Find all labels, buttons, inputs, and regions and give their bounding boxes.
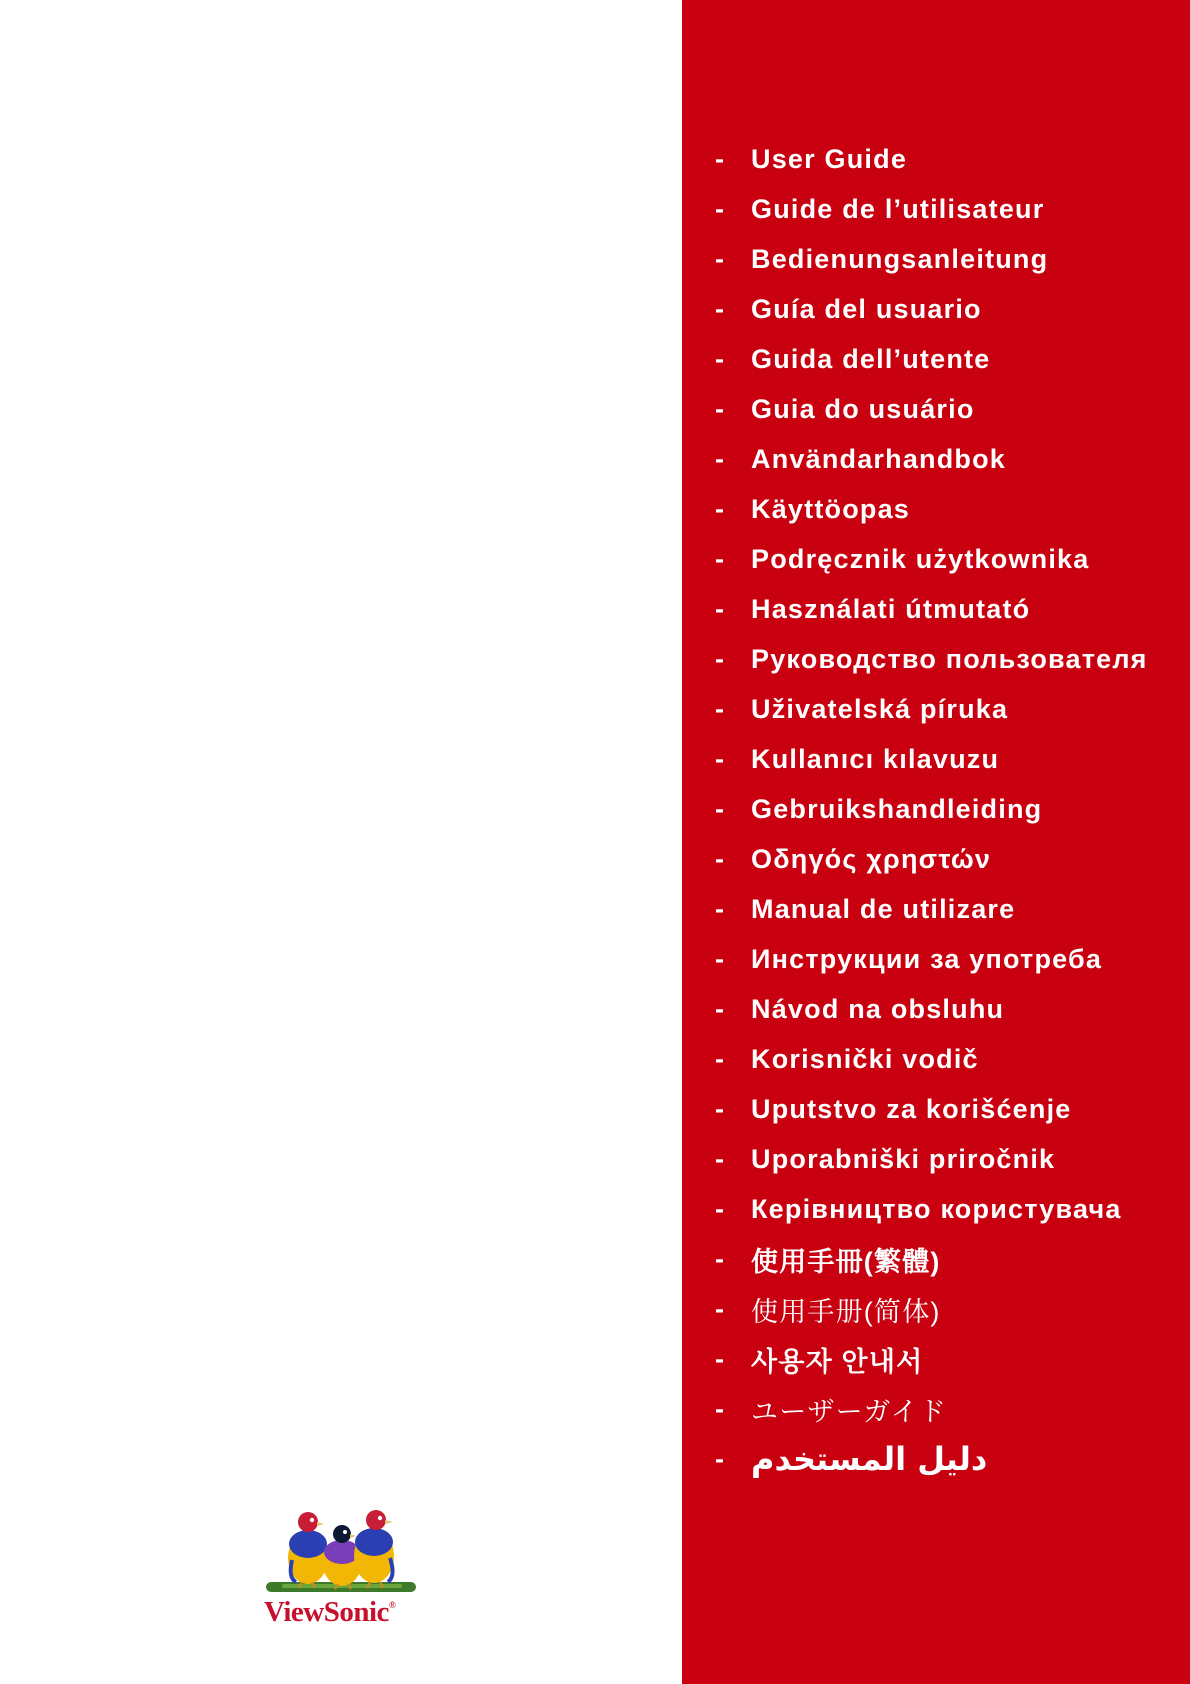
lang-item-turkish: - Kullanıcı kılavuzu xyxy=(715,743,1000,774)
bullet-dash: - xyxy=(715,743,726,774)
bullet-dash: - xyxy=(715,943,726,974)
lang-item-dutch: - Gebruikshandleiding xyxy=(715,793,1043,824)
viewsonic-brand-name: ViewSonic® xyxy=(264,1596,396,1628)
lang-item-ukrainian: - Керівництво користувача xyxy=(715,1193,1122,1224)
lang-item-korean: - 사용자 안내서 xyxy=(715,1343,924,1377)
lang-item-japanese: - ユーザーガイド xyxy=(715,1393,948,1427)
bullet-dash: - xyxy=(715,643,726,674)
bullet-dash: - xyxy=(715,1443,726,1474)
lang-item-serbian: - Uputstvo za korišćenje xyxy=(715,1093,1072,1124)
bullet-dash: - xyxy=(715,393,726,424)
bullet-dash: - xyxy=(715,243,726,274)
bullet-dash: - xyxy=(715,1243,726,1274)
bullet-dash: - xyxy=(715,693,726,724)
lang-item-chinese-simplified: - 使用手册(简体) xyxy=(715,1293,941,1327)
bullet-dash: - xyxy=(715,1193,726,1224)
bullet-dash: - xyxy=(715,793,726,824)
lang-item-russian: - Руководство пользователя xyxy=(715,643,1148,674)
lang-item-german: - Bedienungsanleitung xyxy=(715,243,1049,274)
lang-item-portuguese: - Guia do usuário xyxy=(715,393,975,424)
lang-item-slovak: - Návod na obsluhu xyxy=(715,993,1005,1024)
language-title-list xyxy=(715,134,1148,1484)
bullet-dash: - xyxy=(715,1343,726,1374)
bullet-dash: - xyxy=(715,1043,726,1074)
bullet-dash: - xyxy=(715,493,726,524)
bullet-dash: - xyxy=(715,1393,726,1424)
lang-item-bulgarian: - Инструкции за употреба xyxy=(715,943,1103,974)
bullet-dash: - xyxy=(715,993,726,1024)
lang-item-polish: - Podręcznik użytkownika xyxy=(715,543,1090,574)
bullet-dash: - xyxy=(715,843,726,874)
bullet-dash: - xyxy=(715,1293,726,1324)
bullet-dash: - xyxy=(715,293,726,324)
bullet-dash: - xyxy=(715,443,726,474)
lang-item-slovenian: - Uporabniški priročnik xyxy=(715,1143,1056,1174)
bullet-dash: - xyxy=(715,1093,726,1124)
lang-item-croatian: - Korisnički vodič xyxy=(715,1043,979,1074)
lang-item-english: - User Guide xyxy=(715,143,908,174)
bullet-dash: - xyxy=(715,143,726,174)
bullet-dash: - xyxy=(715,593,726,624)
bullet-dash: - xyxy=(715,1143,726,1174)
lang-item-swedish: - Användarhandbok xyxy=(715,443,1007,474)
bullet-dash: - xyxy=(715,893,726,924)
lang-item-greek: - Οδηγός χρηστών xyxy=(715,843,992,874)
bullet-dash: - xyxy=(715,343,726,374)
trademark-symbol: ® xyxy=(388,1600,396,1610)
lang-item-romanian: - Manual de utilizare xyxy=(715,893,1016,924)
lang-item-italian: - Guida dell’utente xyxy=(715,343,991,374)
lang-item-arabic: - دليل المستخدم xyxy=(715,1440,988,1478)
lang-item-finnish: - Käyttöopas xyxy=(715,493,911,524)
lang-item-czech: - Uživatelská píruka xyxy=(715,693,1009,724)
bullet-dash: - xyxy=(715,543,726,574)
lang-item-hungarian: - Használati útmutató xyxy=(715,593,1031,624)
lang-item-chinese-traditional: - 使用手冊(繁體) xyxy=(715,1243,941,1277)
lang-item-french: - Guide de l’utilisateur xyxy=(715,193,1045,224)
bullet-dash: - xyxy=(715,193,726,224)
lang-item-spanish: - Guía del usuario xyxy=(715,293,982,324)
